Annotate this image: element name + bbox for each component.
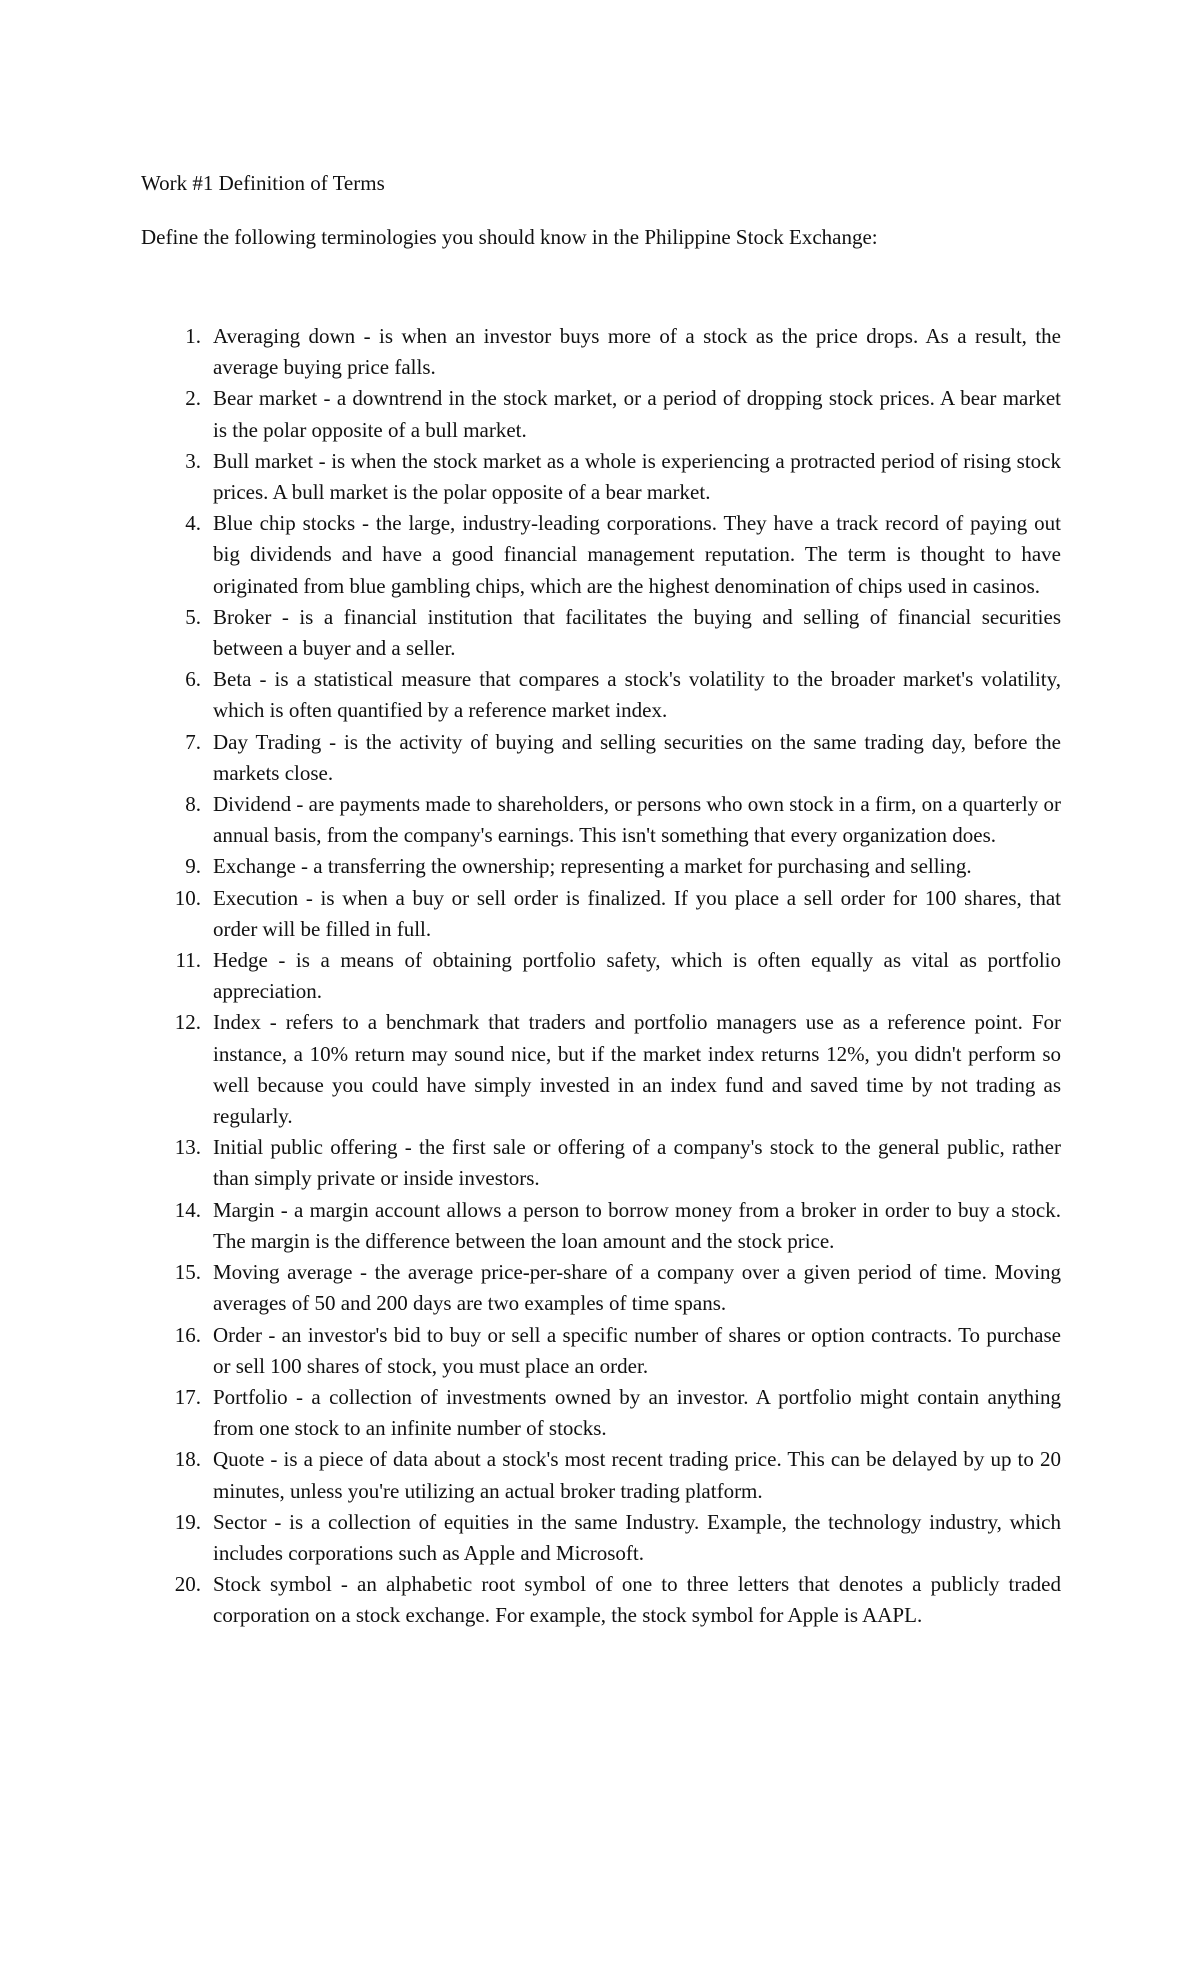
term-item: [141, 1507, 1061, 1569]
term-number: 2.: [185, 386, 201, 411]
term-number: 10.: [174, 885, 201, 910]
term-item: [141, 508, 1061, 602]
term-definition: Day Trading - is the activity of buying and selling securities on the same trading day, before the markets close.: [213, 729, 1061, 785]
term-item: [141, 1257, 1061, 1319]
term-item: [141, 1382, 1061, 1444]
term-definition: Exchange - a transferring the ownership; representing a market for purchasing and selling.: [213, 854, 972, 879]
term-item: [141, 1132, 1061, 1194]
term-number: 1.: [185, 324, 201, 348]
term-item: [141, 321, 1061, 383]
term-definition: Initial public offering - the first sale or offering of a company's stock to the general public, rather than simply private or inside investors.: [213, 1135, 1061, 1191]
term-item: [141, 664, 1061, 726]
term-number: 6.: [185, 667, 201, 692]
term-definition: Dividend - are payments made to shareholders, or persons who own stock in a firm, on a quarterly or annual basis, from the company's earnings. This isn't something that every organization does.: [213, 792, 1061, 848]
term-number: 16.: [174, 1322, 201, 1347]
term-number: 11.: [175, 948, 201, 973]
term-number: 18.: [174, 1447, 201, 1472]
term-item: [141, 383, 1061, 445]
term-item: [141, 1569, 1061, 1631]
term-number: 14.: [174, 1197, 201, 1222]
term-definition: Beta - is a statistical measure that compares a stock's volatility to the broader market's volatility, which is often quantified by a reference market index.: [213, 667, 1061, 723]
term-item: [141, 883, 1061, 945]
term-definition: Moving average - the average price-per-share of a company over a given period of time. Moving averages of 50 and 200 days are two examples of time spans.: [213, 1260, 1061, 1316]
term-definition: Portfolio - a collection of investments owned by an investor. A portfolio might contain anything from one stock to an infinite number of stocks.: [213, 1384, 1061, 1441]
term-item: [141, 1007, 1061, 1132]
document-title: Work #1 Definition of Terms: [141, 171, 385, 195]
term-item: [141, 789, 1061, 851]
term-number: 8.: [185, 792, 201, 817]
term-item: [141, 446, 1061, 508]
term-number: 9.: [185, 854, 201, 879]
term-item: [141, 727, 1061, 789]
term-definition: Averaging down - is when an investor buys more of a stock as the price drops. As a result, the average buying price falls.: [213, 324, 1061, 380]
term-definition: Broker - is a financial institution that facilitates the buying and selling of financial securities between a buyer and a seller.: [213, 604, 1061, 661]
term-number: 13.: [174, 1135, 201, 1160]
term-item: [141, 1320, 1061, 1382]
term-number: 5.: [185, 604, 201, 629]
terms-list: [141, 321, 1061, 1632]
term-number: 3.: [185, 448, 201, 473]
instruction-text: Define the following terminologies you should know in the Philippine Stock Exchange:: [141, 225, 878, 249]
term-item: [141, 1195, 1061, 1257]
term-definition: Stock symbol - an alphabetic root symbol of one to three letters that denotes a publicly traded corporation on a stock exchange. For example, the stock symbol for Apple is AAPL.: [213, 1572, 1061, 1628]
term-definition: Sector - is a collection of equities in the same Industry. Example, the technology industry, which includes corporations such as Apple and Microsoft.: [213, 1509, 1061, 1565]
term-definition: Order - an investor's bid to buy or sell a specific number of shares or option contracts. To purchase or sell 100 shares of stock, you must place an order.: [213, 1322, 1061, 1378]
term-item: [141, 1444, 1061, 1506]
term-definition: Index - refers to a benchmark that traders and portfolio managers use as a reference point. For instance, a 10% return may sound nice, but if the market index returns 12%, you didn't perform so well because you could have simply invested in an index fund and saved time by not trading as regularly.: [213, 1010, 1061, 1129]
term-definition: Blue chip stocks - the large, industry-leading corporations. They have a track record of paying out big dividends and have a good financial management reputation. The term is thought to have originated from blue gambling chips, which are the highest denomination of chips used in casinos.: [213, 511, 1061, 598]
term-number: 19.: [174, 1509, 201, 1534]
term-number: 15.: [174, 1260, 201, 1285]
term-definition: Quote - is a piece of data about a stock's most recent trading price. This can be delayed by up to 20 minutes, unless you're utilizing an actual broker trading platform.: [213, 1447, 1061, 1503]
term-definition: Margin - a margin account allows a person to borrow money from a broker in order to buy a stock. The margin is the difference between the loan amount and the stock price.: [213, 1197, 1061, 1253]
term-definition: Hedge - is a means of obtaining portfolio safety, which is often equally as vital as portfolio appreciation.: [213, 948, 1061, 1004]
term-number: 17.: [174, 1384, 201, 1409]
term-number: 4.: [185, 511, 201, 536]
term-number: 7.: [185, 729, 201, 754]
term-number: 20.: [174, 1572, 201, 1597]
term-definition: Bull market - is when the stock market as a whole is experiencing a protracted period of rising stock prices. A bull market is the polar opposite of a bear market.: [213, 448, 1061, 505]
term-item: [141, 851, 1061, 882]
term-item: [141, 945, 1061, 1007]
term-number: 12.: [174, 1010, 201, 1035]
term-definition: Bear market - a downtrend in the stock market, or a period of dropping stock prices. A bear market is the polar opposite of a bull market.: [213, 386, 1061, 442]
term-item: [141, 602, 1061, 664]
term-definition: Execution - is when a buy or sell order is finalized. If you place a sell order for 100 shares, that order will be filled in full.: [213, 885, 1061, 941]
